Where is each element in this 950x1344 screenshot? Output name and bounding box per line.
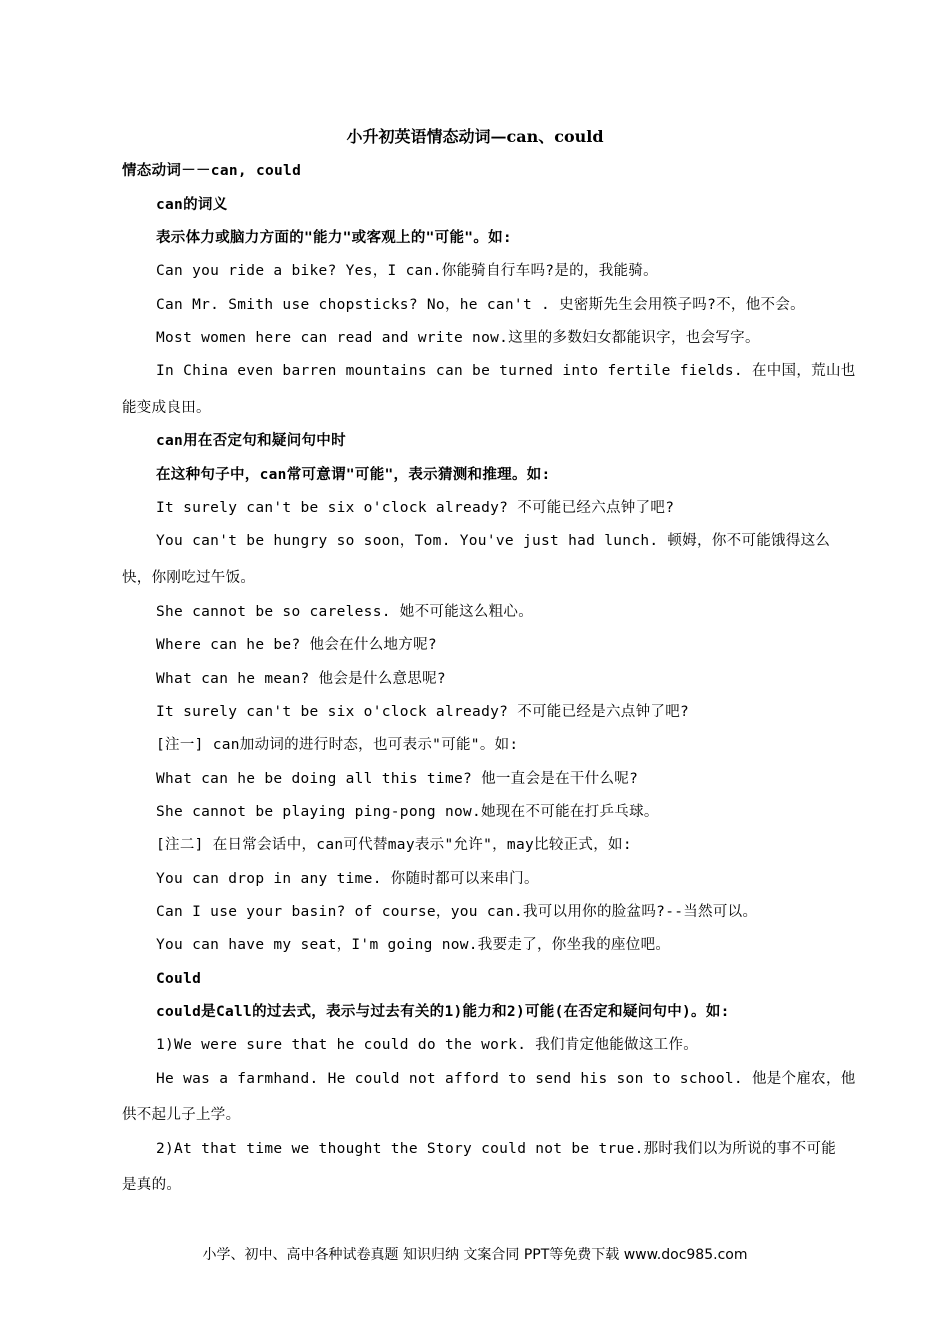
- section-heading: could是Call的过去式，表示与过去有关的1)能力和2)可能(在否定和疑问句中)。如:: [156, 1004, 730, 1020]
- text-line: Can I use your basin? of course，you can.我可以用你的脸盆吗?--当然可以。: [156, 904, 758, 920]
- text-line: 是真的。: [122, 1177, 182, 1193]
- text-line: [注一] can加动词的进行时态，也可表示"可能"。如:: [156, 737, 519, 753]
- text-line: 1)We were sure that he could do the work. 我们肯定他能做这工作。: [156, 1037, 699, 1053]
- text-line: [注二] 在日常会话中，can可代替may表示"允许"，may比较正式，如:: [156, 837, 632, 853]
- text-line: Where can he be? 他会在什么地方呢?: [156, 637, 437, 653]
- page-footer: 小学、初中、高中各种试卷真题 知识归纳 文案合同 PPT等免费下载 www.doc985.com: [202, 1247, 748, 1263]
- section-heading: 在这种句子中，can常可意谓"可能"，表示猜测和推理。如:: [156, 467, 551, 483]
- text-line: You can have my seat，I'm going now.我要走了，你坐我的座位吧。: [156, 937, 671, 953]
- section-heading: Could: [156, 971, 202, 987]
- section-heading: 情态动词－－can, could: [122, 163, 302, 179]
- text-line: 2)At that time we thought the Story could not be true.那时我们以为所说的事不可能: [156, 1141, 837, 1157]
- text-line: He was a farmhand. He could not afford to send his son to school. 他是个雇农，他: [156, 1071, 856, 1087]
- section-heading: can的词义: [156, 197, 228, 213]
- text-line: You can't be hungry so soon，Tom. You've just had lunch. 顿姆，你不可能饿得这么: [156, 533, 831, 549]
- text-line: Can you ride a bike? Yes，I can.你能骑自行车吗?是的，我能骑。: [156, 263, 658, 279]
- text-line: Most women here can read and write now.这里的多数妇女都能识字，也会写字。: [156, 330, 760, 346]
- section-heading: can用在否定句和疑问句中时: [156, 433, 346, 449]
- section-heading: 表示体力或脑力方面的"能力"或客观上的"可能"。如:: [156, 230, 512, 246]
- text-line: She cannot be playing ping-pong now.她现在不可能在打乒乓球。: [156, 804, 659, 820]
- text-line: You can drop in any time. 你随时都可以来串门。: [156, 871, 539, 887]
- text-line: It surely can't be six o'clock already? 不可能已经六点钟了吧?: [156, 500, 675, 516]
- text-line: 快，你刚吃过午饭。: [122, 570, 256, 586]
- text-line: In China even barren mountains can be turned into fertile fields. 在中国，荒山也: [156, 363, 856, 379]
- text-line: It surely can't be six o'clock already? 不可能已经是六点钟了吧?: [156, 704, 690, 720]
- text-line: 能变成良田。: [122, 400, 211, 416]
- text-line: What can he mean? 他会是什么意思呢?: [156, 671, 446, 687]
- text-line: What can he be doing all this time? 他一直会是在干什么呢?: [156, 771, 639, 787]
- document-title: 小升初英语情态动词—can、could: [346, 127, 604, 146]
- text-line: Can Mr. Smith use chopsticks? No，he can't . 史密斯先生会用筷子吗?不，他不会。: [156, 297, 805, 313]
- text-line: She cannot be so careless. 她不可能这么粗心。: [156, 604, 534, 620]
- text-line: 供不起儿子上学。: [122, 1107, 241, 1123]
